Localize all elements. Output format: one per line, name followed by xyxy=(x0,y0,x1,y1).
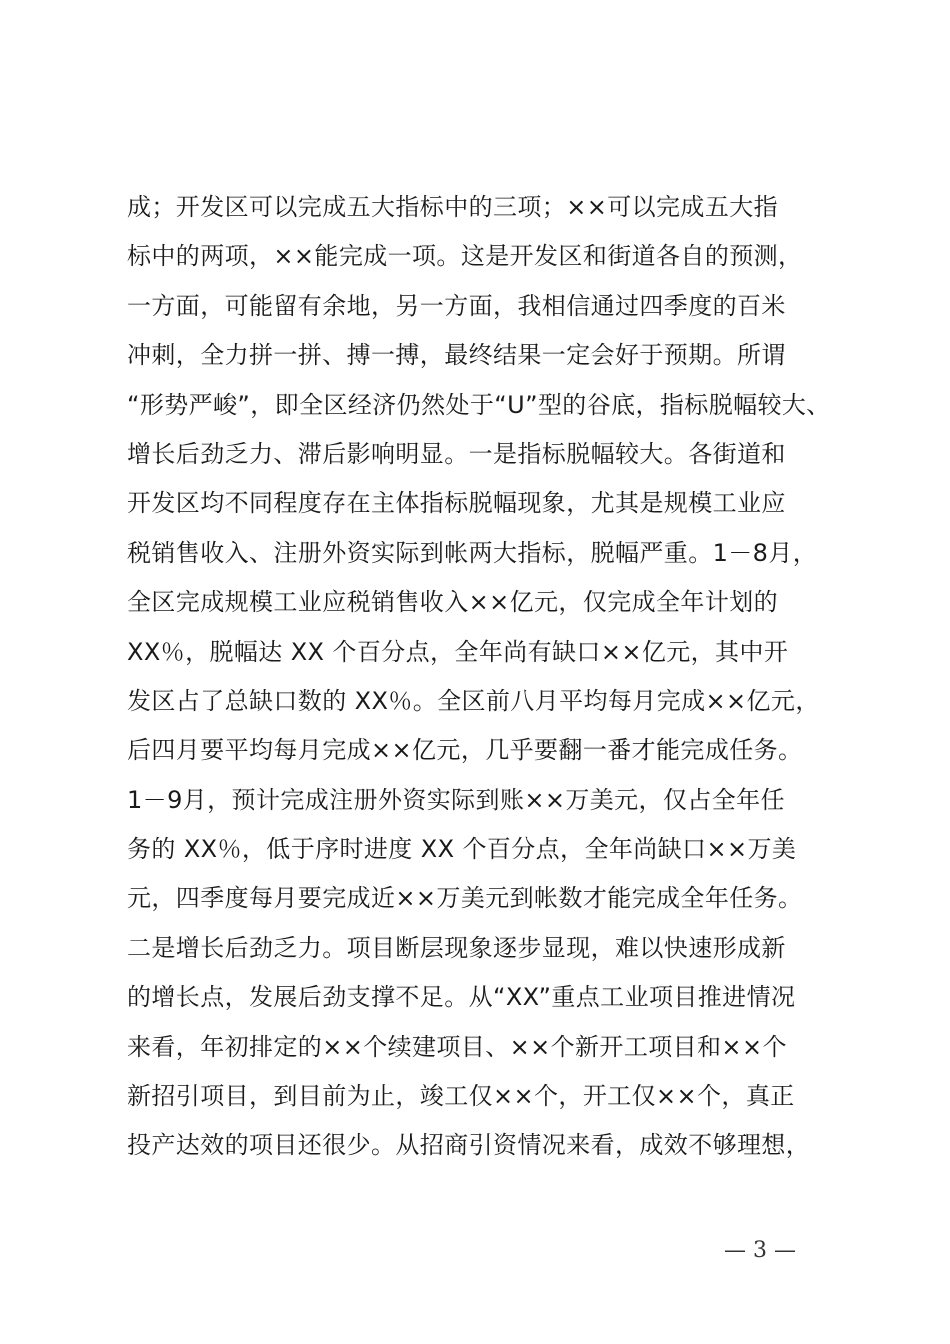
text-line-4: 冲刺，全力拼一拼、搏一搏，最终结果一定会好于预期。所谓 xyxy=(127,341,786,370)
text-line-5: “形势严峻”，即全区经济仍然处于“U”型的谷底，指标脱幅较大、 xyxy=(127,390,831,419)
text-line-10: XX％，脱幅达 XX 个百分点，全年尚有缺口××亿元，其中开 xyxy=(127,637,789,666)
text-line-7: 开发区均不同程度存在主体指标脱幅现象，尤其是规模工业应 xyxy=(127,489,786,518)
text-line-6: 增长后劲乏力、滞后影响明显。一是指标脱幅较大。各街道和 xyxy=(127,439,786,468)
page-number: — 3 — xyxy=(724,1238,796,1263)
body-text xyxy=(127,183,867,1171)
text-line-16: 二是增长后劲乏力。项目断层现象逐步显现，难以快速形成新 xyxy=(127,933,786,962)
text-line-19: 新招引项目，到目前为止，竣工仅××个，开工仅××个，真正 xyxy=(127,1082,795,1111)
text-line-12: 后四月要平均每月完成××亿元，几乎要翻一番才能完成任务。 xyxy=(127,736,803,765)
text-line-11: 发区占了总缺口数的 XX％。全区前八月平均每月完成××亿元， xyxy=(127,686,820,715)
text-line-8: 税销售收入、注册外资实际到帐两大指标，脱幅严重。1－8月， xyxy=(127,538,818,567)
text-line-14: 务的 XX％，低于序时进度 XX 个百分点，全年尚缺口××万美 xyxy=(127,835,797,864)
text-line-1: 成；开发区可以完成五大指标中的三项；××可以完成五大指 xyxy=(127,193,779,221)
text-line-13: 1－9月，预计完成注册外资实际到账××万美元，仅占全年任 xyxy=(127,785,785,814)
text-line-20: 投产达效的项目还很少。从招商引资情况来看，成效不够理想， xyxy=(127,1131,811,1160)
text-line-15: 元，四季度每月要完成近××万美元到帐数才能完成全年任务。 xyxy=(127,884,803,913)
text-line-2: 标中的两项，××能完成一项。这是开发区和街道各自的预测， xyxy=(127,242,803,271)
text-line-18: 来看，年初排定的××个续建项目、××个新开工项目和××个 xyxy=(127,1032,787,1061)
text-line-17: 的增长点，发展后劲支撑不足。从“XX”重点工业项目推进情况 xyxy=(127,983,796,1012)
text-line-9: 全区完成规模工业应税销售收入××亿元，仅完成全年计划的 xyxy=(127,588,779,617)
text-line-3: 一方面，可能留有余地，另一方面，我相信通过四季度的百米 xyxy=(127,291,786,320)
